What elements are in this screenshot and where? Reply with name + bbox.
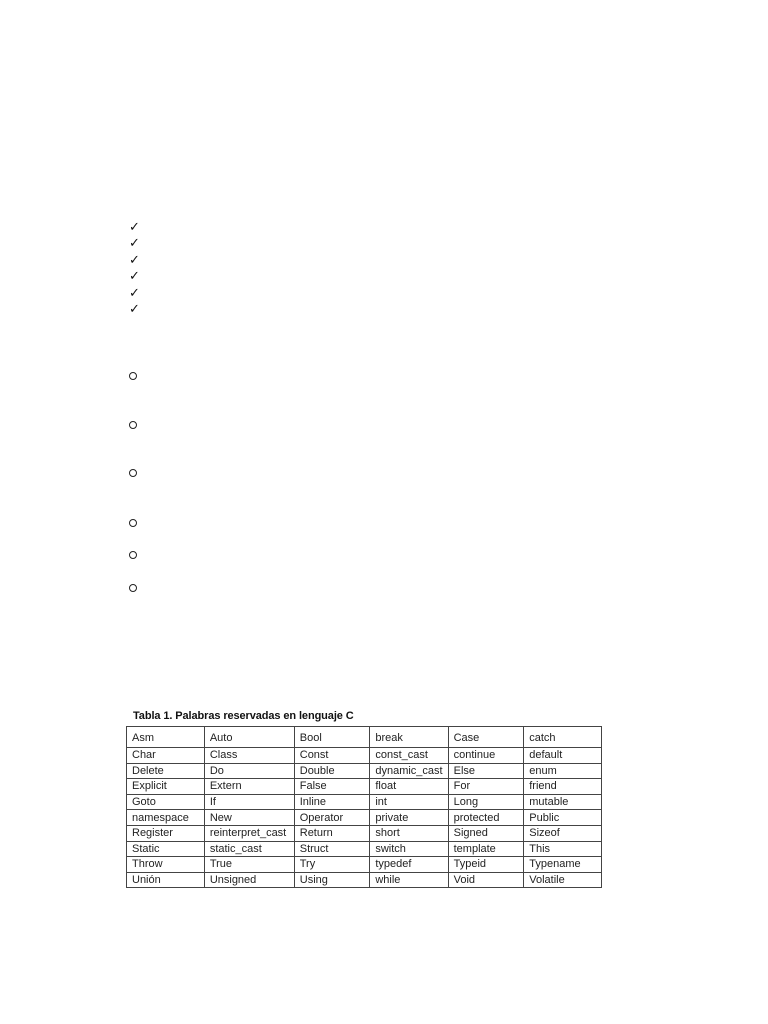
table-row: [127, 727, 602, 748]
circle-bullet-icon: [129, 420, 139, 430]
table-cell: Sizeof: [524, 825, 602, 841]
circle-bullet-icon: [129, 468, 139, 478]
table-cell: enum: [524, 763, 602, 779]
table-cell: Typeid: [448, 857, 524, 873]
table-cell: break: [370, 727, 448, 748]
checkmark-icon: ✓: [129, 269, 140, 285]
table-cell: Public: [524, 810, 602, 826]
checkmark-icon: ✓: [129, 301, 140, 317]
table-cell: dynamic_cast: [370, 763, 448, 779]
checkmark-icon: ✓: [129, 285, 140, 301]
table-cell: New: [204, 810, 294, 826]
table-cell: Using: [294, 872, 370, 888]
table-cell: Double: [294, 763, 370, 779]
table-cell: friend: [524, 779, 602, 795]
table-cell: True: [204, 857, 294, 873]
checkmark-icon: ✓: [129, 252, 140, 268]
table-cell: Do: [204, 763, 294, 779]
table-cell: Auto: [204, 727, 294, 748]
table-caption: Tabla 1. Palabras reservadas en lenguaje C: [133, 710, 354, 722]
table-cell: switch: [370, 841, 448, 857]
table-cell: Static: [127, 841, 205, 857]
table-cell: Signed: [448, 825, 524, 841]
table-cell: Typename: [524, 857, 602, 873]
table-cell: Else: [448, 763, 524, 779]
table-cell: Unión: [127, 872, 205, 888]
checkmark-icon: ✓: [129, 236, 140, 252]
table-cell: Void: [448, 872, 524, 888]
table-cell: Case: [448, 727, 524, 748]
table-cell: default: [524, 748, 602, 764]
table-cell: Return: [294, 825, 370, 841]
table-cell: Extern: [204, 779, 294, 795]
table-cell: continue: [448, 748, 524, 764]
table-cell: Explicit: [127, 779, 205, 795]
table-cell: namespace: [127, 810, 205, 826]
table-cell: reinterpret_cast: [204, 825, 294, 841]
table-cell: Class: [204, 748, 294, 764]
table-row: [127, 794, 602, 810]
table-cell: const_cast: [370, 748, 448, 764]
table-row: [127, 872, 602, 888]
table-cell: catch: [524, 727, 602, 748]
table-cell: Struct: [294, 841, 370, 857]
table-cell: float: [370, 779, 448, 795]
table-cell: Register: [127, 825, 205, 841]
circle-bullet-icon: [129, 371, 139, 381]
table-cell: Delete: [127, 763, 205, 779]
table-cell: protected: [448, 810, 524, 826]
table-row: [127, 779, 602, 795]
table-cell: False: [294, 779, 370, 795]
table-cell: static_cast: [204, 841, 294, 857]
checkmark-icon: ✓: [129, 220, 140, 235]
table-cell: template: [448, 841, 524, 857]
table-row: [127, 857, 602, 873]
table-row: [127, 825, 602, 841]
table-cell: This: [524, 841, 602, 857]
table-cell: private: [370, 810, 448, 826]
circle-bullet-icon: [129, 550, 139, 560]
table-row: [127, 763, 602, 779]
table-cell: Throw: [127, 857, 205, 873]
table-cell: while: [370, 872, 448, 888]
table-cell: Asm: [127, 727, 205, 748]
circle-bullet-icon: [129, 583, 139, 593]
reserved-words-table: [126, 726, 602, 888]
table-cell: For: [448, 779, 524, 795]
table-cell: Long: [448, 794, 524, 810]
table-cell: Const: [294, 748, 370, 764]
checkmark-list: [129, 220, 140, 318]
table-cell: Goto: [127, 794, 205, 810]
table-cell: Volatile: [524, 872, 602, 888]
table-cell: Bool: [294, 727, 370, 748]
table-cell: typedef: [370, 857, 448, 873]
table-cell: Inline: [294, 794, 370, 810]
table-cell: mutable: [524, 794, 602, 810]
table-row: [127, 748, 602, 764]
table-row: [127, 810, 602, 826]
table-cell: int: [370, 794, 448, 810]
table-cell: short: [370, 825, 448, 841]
table-body: [127, 727, 602, 888]
circle-bullet-icon: [129, 518, 139, 528]
table-cell: Unsigned: [204, 872, 294, 888]
table-cell: Operator: [294, 810, 370, 826]
table-row: [127, 841, 602, 857]
table-cell: Char: [127, 748, 205, 764]
table-cell: Try: [294, 857, 370, 873]
table-cell: If: [204, 794, 294, 810]
